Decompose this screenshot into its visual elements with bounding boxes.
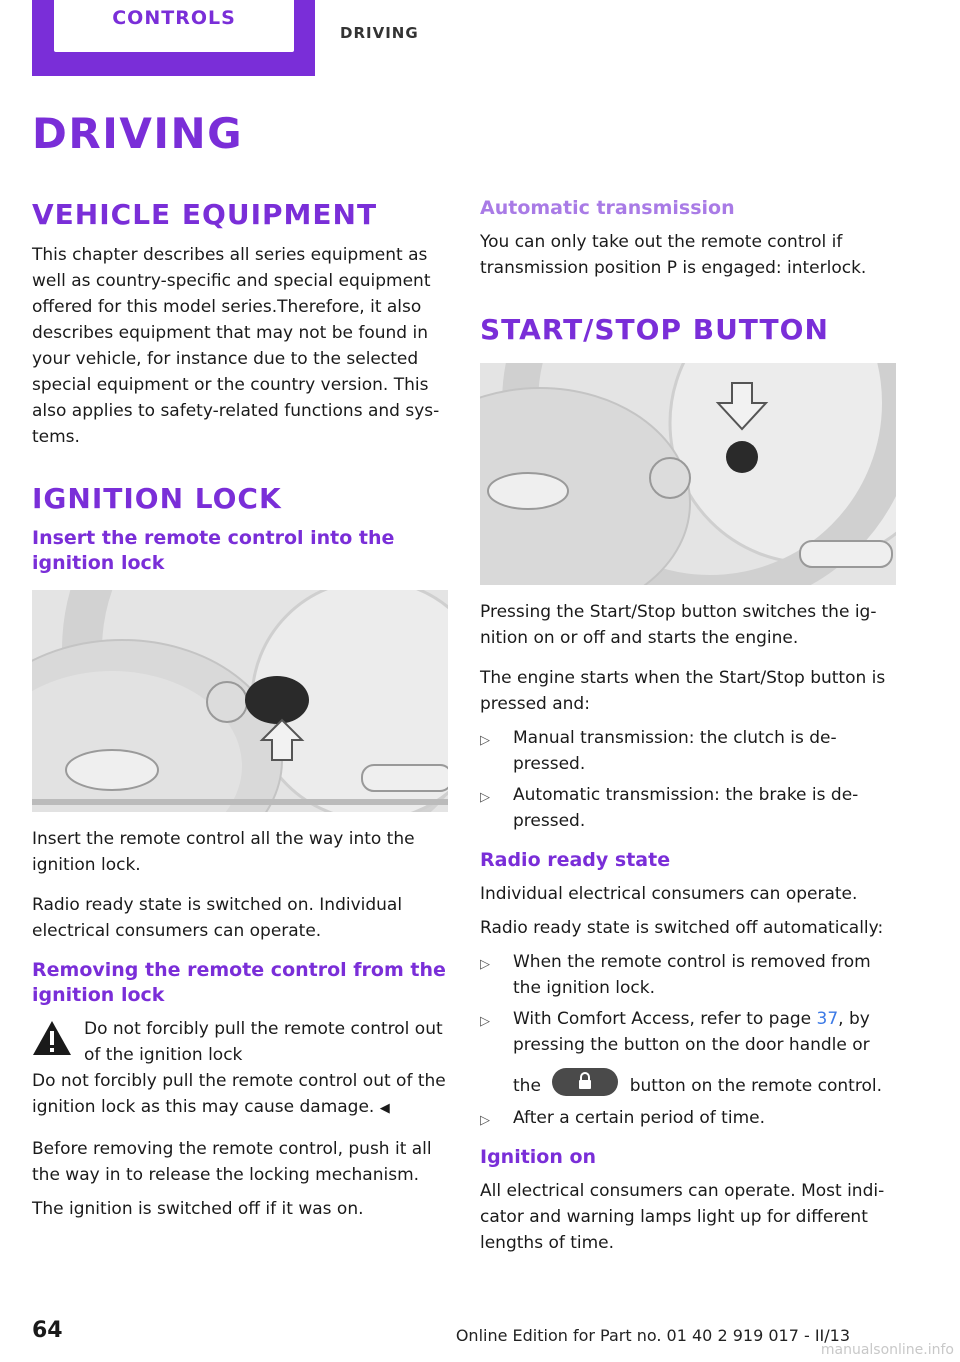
warning-note — [32, 1016, 448, 1068]
triangle-right-icon: ▷ — [480, 1014, 490, 1029]
footer-edition: Online Edition for Part no. 01 40 2 919 017 - II/13 — [455, 1326, 850, 1345]
list-item-text: When the remote control is removed from the ignition lock. — [513, 952, 871, 998]
start-stop-para1: Pressing the Start/Stop button switches the ig‐nition on or off and starts the engine. — [480, 602, 877, 648]
radio-ready-heading: Radio ready state — [480, 849, 671, 871]
vehicle-equipment-body: This chapter describes all series equipment as well as country-specific and special equipment offered for this model series.Therefore, it also describes equipment that may not be found in your vehicle, for instance due to the selected special equipment or the country version. This also applies to safety-related functions and sys‐tems. — [32, 245, 440, 447]
page-title: DRIVING — [32, 109, 244, 158]
automatic-transmission-heading: Automatic transmission — [480, 197, 735, 219]
list-item-text: Automatic transmission: the brake is de‐pressed. — [513, 785, 859, 831]
removing-remote-heading: Removing the remote control from the ignition lock — [32, 959, 446, 1006]
triangle-right-icon: ▷ — [480, 790, 490, 805]
list-item-text: Manual transmission: the clutch is de‐pressed. — [513, 728, 837, 774]
warning-title: Do not forcibly pull the remote control out of the ignition lock — [84, 1019, 443, 1065]
ignition-lock-heading: IGNITION LOCK — [32, 482, 282, 515]
header-tabs — [0, 0, 960, 76]
page-number: 64 — [32, 1318, 63, 1343]
comfort-access-text-a: With Comfort Access, refer to page — [513, 1009, 817, 1029]
tab-driving[interactable]: DRIVING — [340, 24, 419, 42]
radio-ready-para1: Individual electrical consumers can operate. — [480, 884, 858, 904]
left-column — [32, 196, 448, 1222]
insert-remote-subheading: Insert the remote control into the ignition lock — [32, 527, 395, 574]
tab-controls-label: CONTROLS — [112, 7, 236, 29]
start-stop-para2: The engine starts when the Start/Stop button is pressed and: — [480, 668, 886, 714]
radio-off-list — [480, 949, 896, 1131]
comfort-access-text-b: , by pressing the button on the door handle or — [513, 1009, 870, 1055]
end-mark-icon: ◀ — [379, 1101, 390, 1116]
list-item — [480, 725, 896, 777]
radio-ready-para: Radio ready state is switched on. Individual electrical consumers can operate. — [32, 895, 403, 941]
tab-controls[interactable] — [32, 0, 315, 76]
automatic-transmission-body: You can only take out the remote control if transmission position P is engaged: interlock. — [480, 232, 867, 278]
list-item — [480, 949, 896, 1001]
warning-body-wrap — [32, 1068, 448, 1122]
vehicle-equipment-heading: VEHICLE EQUIPMENT — [32, 198, 378, 231]
tab-controls-inner — [54, 0, 294, 52]
ignition-lock-illustration — [32, 590, 448, 812]
ignition-on-heading: Ignition on — [480, 1146, 597, 1168]
right-column — [480, 196, 896, 1256]
comfort-access-text-c-pre: the — [513, 1076, 541, 1096]
triangle-right-icon: ▷ — [480, 957, 490, 972]
start-stop-illustration — [480, 363, 896, 585]
ignition-off-para: The ignition is switched off if it was on. — [32, 1199, 364, 1219]
start-conditions-list — [480, 725, 896, 834]
push-release-para: Before removing the remote control, push it all the way in to release the locking mechanism. — [32, 1139, 432, 1185]
list-item — [480, 1006, 896, 1100]
triangle-right-icon: ▷ — [480, 1113, 490, 1128]
comfort-access-text-c-post: button on the remote control. — [629, 1076, 882, 1096]
page-link[interactable]: 37 — [816, 1009, 839, 1029]
list-item — [480, 782, 896, 834]
ignition-on-body: All electrical consumers can operate. Most indi‐cator and warning lamps light up for different lengths of time. — [480, 1181, 885, 1253]
insert-remote-para: Insert the remote control all the way into the ignition lock. — [32, 829, 415, 875]
radio-ready-para2: Radio ready state is switched off automatically: — [480, 918, 884, 938]
warning-triangle-icon — [32, 1020, 72, 1056]
list-item — [480, 1105, 896, 1131]
warning-body: Do not forcibly pull the remote control out of the ignition lock as this may cause damage. — [32, 1071, 446, 1117]
watermark: manualsonline.info — [820, 1342, 954, 1358]
start-stop-heading: START/STOP BUTTON — [480, 313, 829, 346]
lock-button-icon — [552, 1068, 618, 1096]
list-item-text: After a certain period of time. — [513, 1108, 765, 1128]
triangle-right-icon: ▷ — [480, 733, 490, 748]
